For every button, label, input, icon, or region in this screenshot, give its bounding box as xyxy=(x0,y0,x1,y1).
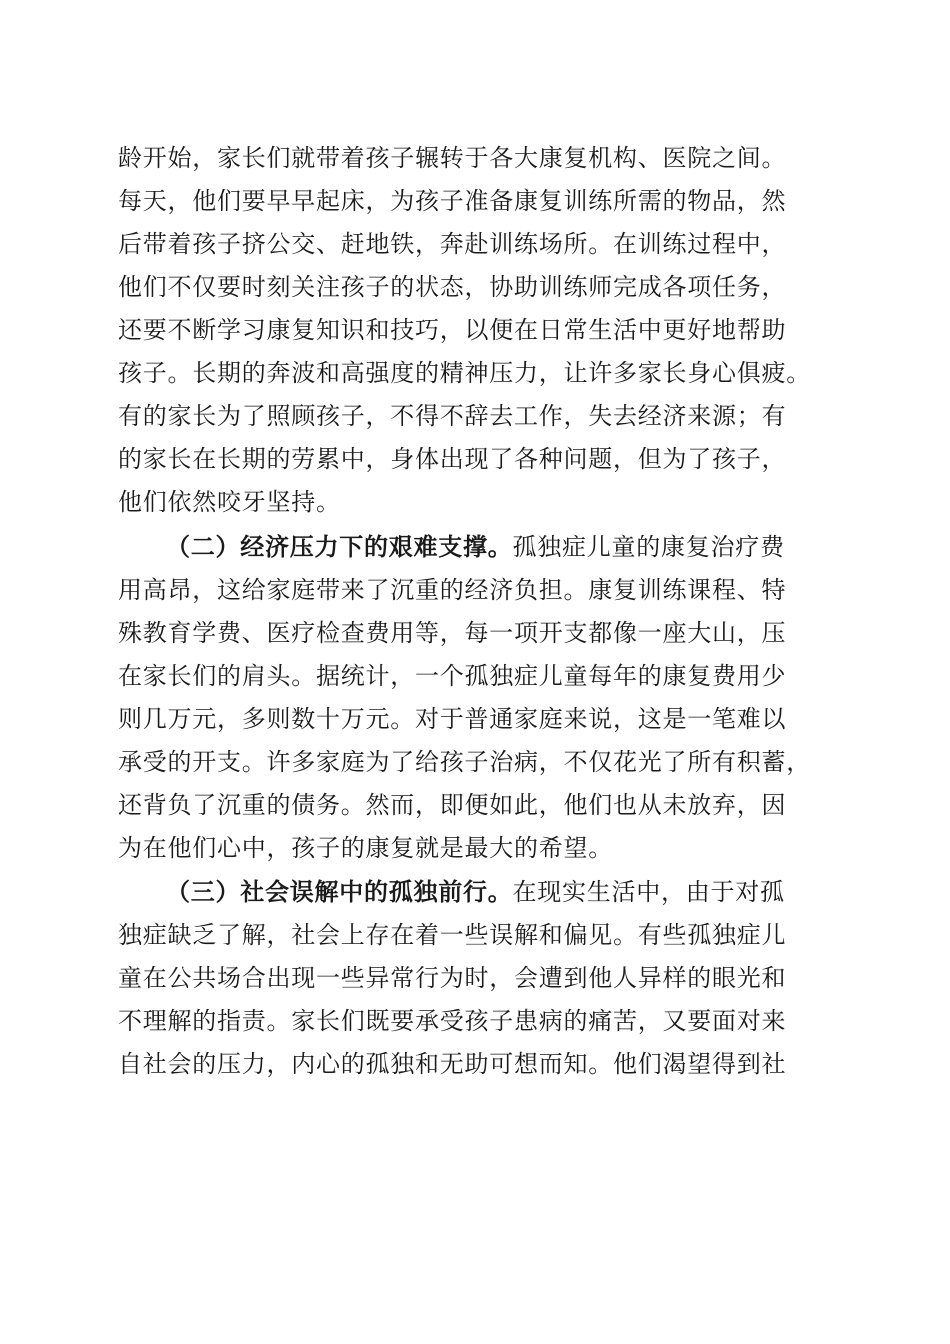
text-line: 他们不仅要时刻关注孩子的状态，协助训练师完成各项任务， xyxy=(118,273,787,301)
text-line: 殊教育学费、医疗检查费用等，每一项开支都像一座大山，压 xyxy=(118,619,787,647)
text-line: 为在他们心中，孩子的康复就是最大的希望。 xyxy=(118,834,613,862)
text-line: 的家长在长期的劳累中，身体出现了各种问题，但为了孩子， xyxy=(118,445,787,473)
section-3-first-line xyxy=(166,872,906,912)
text-line: 他们依然咬牙坚持。 xyxy=(118,488,341,516)
section-3-heading: （三）社会误解中的孤独前行。 xyxy=(166,878,513,906)
text-line: 还背负了沉重的债务。然而，即便如此，他们也从未放弃，因 xyxy=(118,791,787,819)
text-line: 自社会的压力，内心的孤独和无助可想而知。他们渴望得到社 xyxy=(118,1050,787,1078)
text-line: 在家长们的肩头。据统计，一个孤独症儿童每年的康复费用少 xyxy=(118,662,787,690)
text-line: 龄开始，家长们就带着孩子辗转于各大康复机构、医院之间。 xyxy=(118,144,787,172)
text-line: 童在公共场合出现一些异常行为时，会遭到他人异样的眼光和 xyxy=(118,964,787,992)
section-3-first-line-text: 在现实生活中，由于对孤 xyxy=(512,878,785,906)
text-line: 孩子。长期的奔波和高强度的精神压力，让许多家长身心俱疲。 xyxy=(118,359,811,387)
text-line: 则几万元，多则数十万元。对于普通家庭来说，这是一笔难以 xyxy=(118,705,787,733)
section-2-heading: （二）经济压力下的艰难支撑。 xyxy=(166,533,513,561)
text-line: 后带着孩子挤公交、赶地铁，奔赴训练场所。在训练过程中， xyxy=(118,230,787,258)
text-line: 有的家长为了照顾孩子，不得不辞去工作，失去经济来源；有 xyxy=(118,402,787,430)
text-line: 用高昂，这给家庭带来了沉重的经济负担。康复训练课程、特 xyxy=(118,576,787,604)
section-2-first-line xyxy=(166,527,906,567)
text-line: 承受的开支。许多家庭为了给孩子治病，不仅花光了所有积蓄， xyxy=(118,748,811,776)
section-2-first-line-text: 孤独症儿童的康复治疗费 xyxy=(512,533,785,561)
text-line: 独症缺乏了解，社会上存在着一些误解和偏见。有些孤独症儿 xyxy=(118,921,787,949)
text-line: 还要不断学习康复知识和技巧，以便在日常生活中更好地帮助 xyxy=(118,316,787,344)
text-line: 不理解的指责。家长们既要承受孩子患病的痛苦，又要面对来 xyxy=(118,1007,787,1035)
text-line: 每天，他们要早早起床，为孩子准备康复训练所需的物品，然 xyxy=(118,187,787,215)
